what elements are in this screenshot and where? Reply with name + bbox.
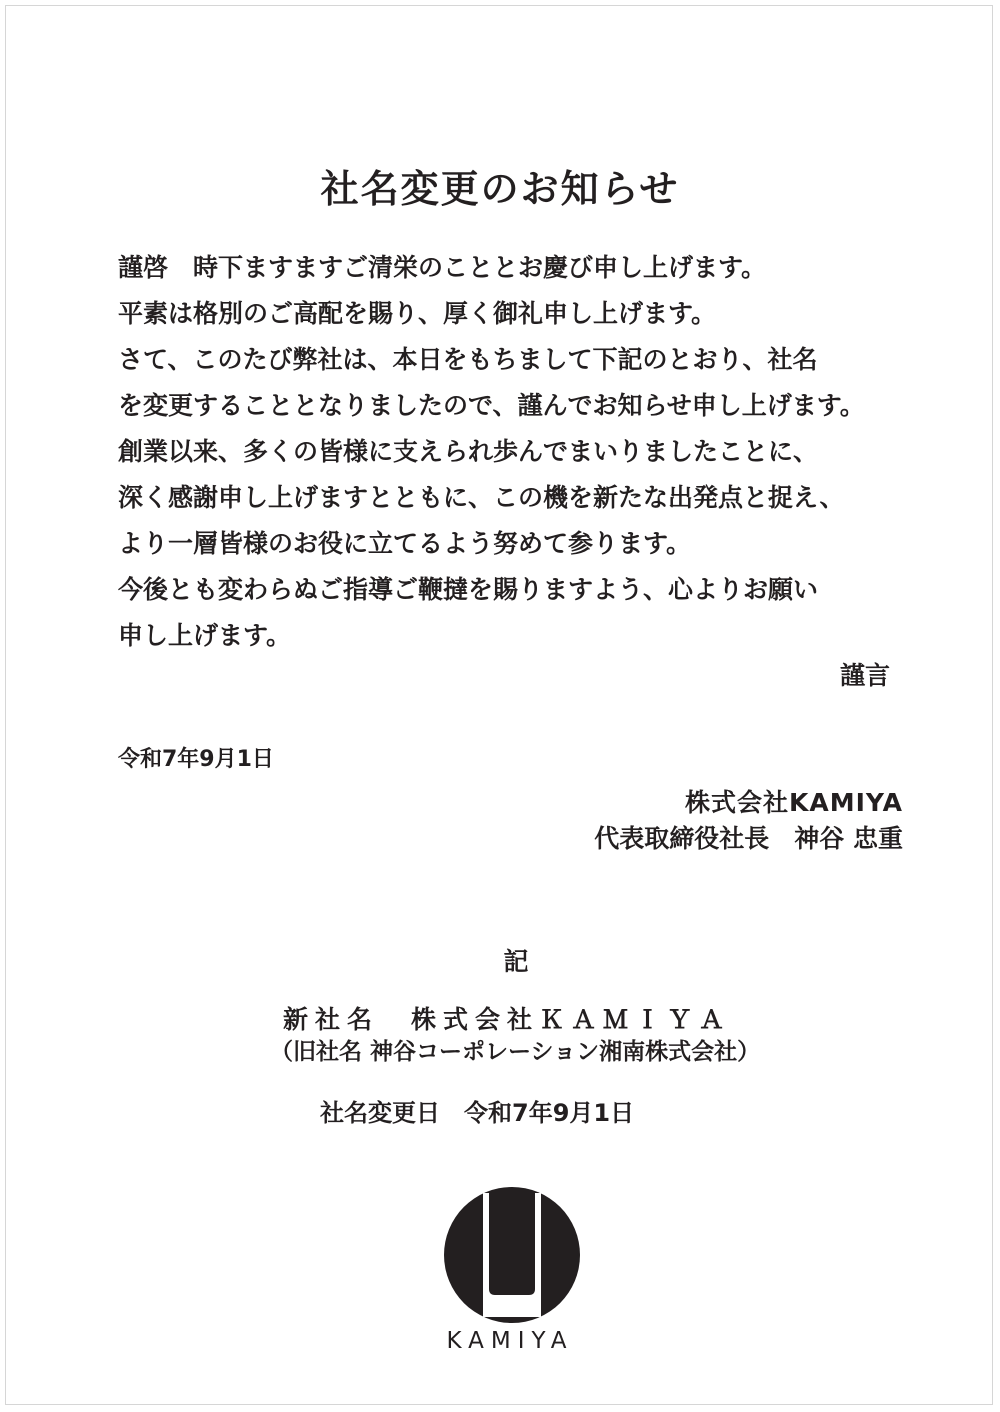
body-line: 今後とも変わらぬご指導ご鞭撻を賜りますよう、心よりお願い <box>118 575 819 604</box>
logo-wordmark: KAMIYA <box>446 1328 574 1354</box>
body-line: 謹啓 時下ますますご清栄のこととお慶び申し上げます。 <box>118 253 767 282</box>
signature-block <box>594 785 903 857</box>
body-line: 深く感謝申し上げますとともに、この機を新たな出発点と捉え、 <box>118 483 845 512</box>
kamiya-logo-icon <box>444 1187 580 1323</box>
notice-date: 令和7年9月1日 <box>118 747 274 772</box>
body-line: を変更することとなりましたので、謹んでお知らせ申し上げます。 <box>118 391 865 420</box>
signature-company: 株式会社KAMIYA <box>685 788 903 817</box>
ki-heading: 記 <box>503 947 529 976</box>
closing-word: 謹言 <box>839 661 890 690</box>
signature-representative: 代表取締役社長 神谷 忠重 <box>594 824 903 853</box>
body-line: さて、このたび弊社は、本日をもちまして下記のとおり、社名 <box>118 345 818 374</box>
name-change-date: 社名変更日 令和7年9月1日 <box>320 1099 635 1127</box>
body-line: 創業以来、多くの皆様に支えられ歩んでまいりましたことに、 <box>118 437 819 466</box>
old-company-name: （旧社名 神谷コーポレーション湘南株式会社） <box>270 1039 761 1065</box>
new-company-name: 新社名 株式会社ＫＡＭＩＹＡ <box>283 1005 732 1034</box>
notice-title: 社名変更のお知らせ <box>320 167 680 211</box>
body-line: 申し上げます。 <box>118 621 292 650</box>
body-line: 平素は格別のご高配を賜り、厚く御礼申し上げます。 <box>118 299 717 328</box>
body-line: より一層皆様のお役に立てるよう努めて参ります。 <box>118 529 692 558</box>
notice-body <box>118 248 865 662</box>
